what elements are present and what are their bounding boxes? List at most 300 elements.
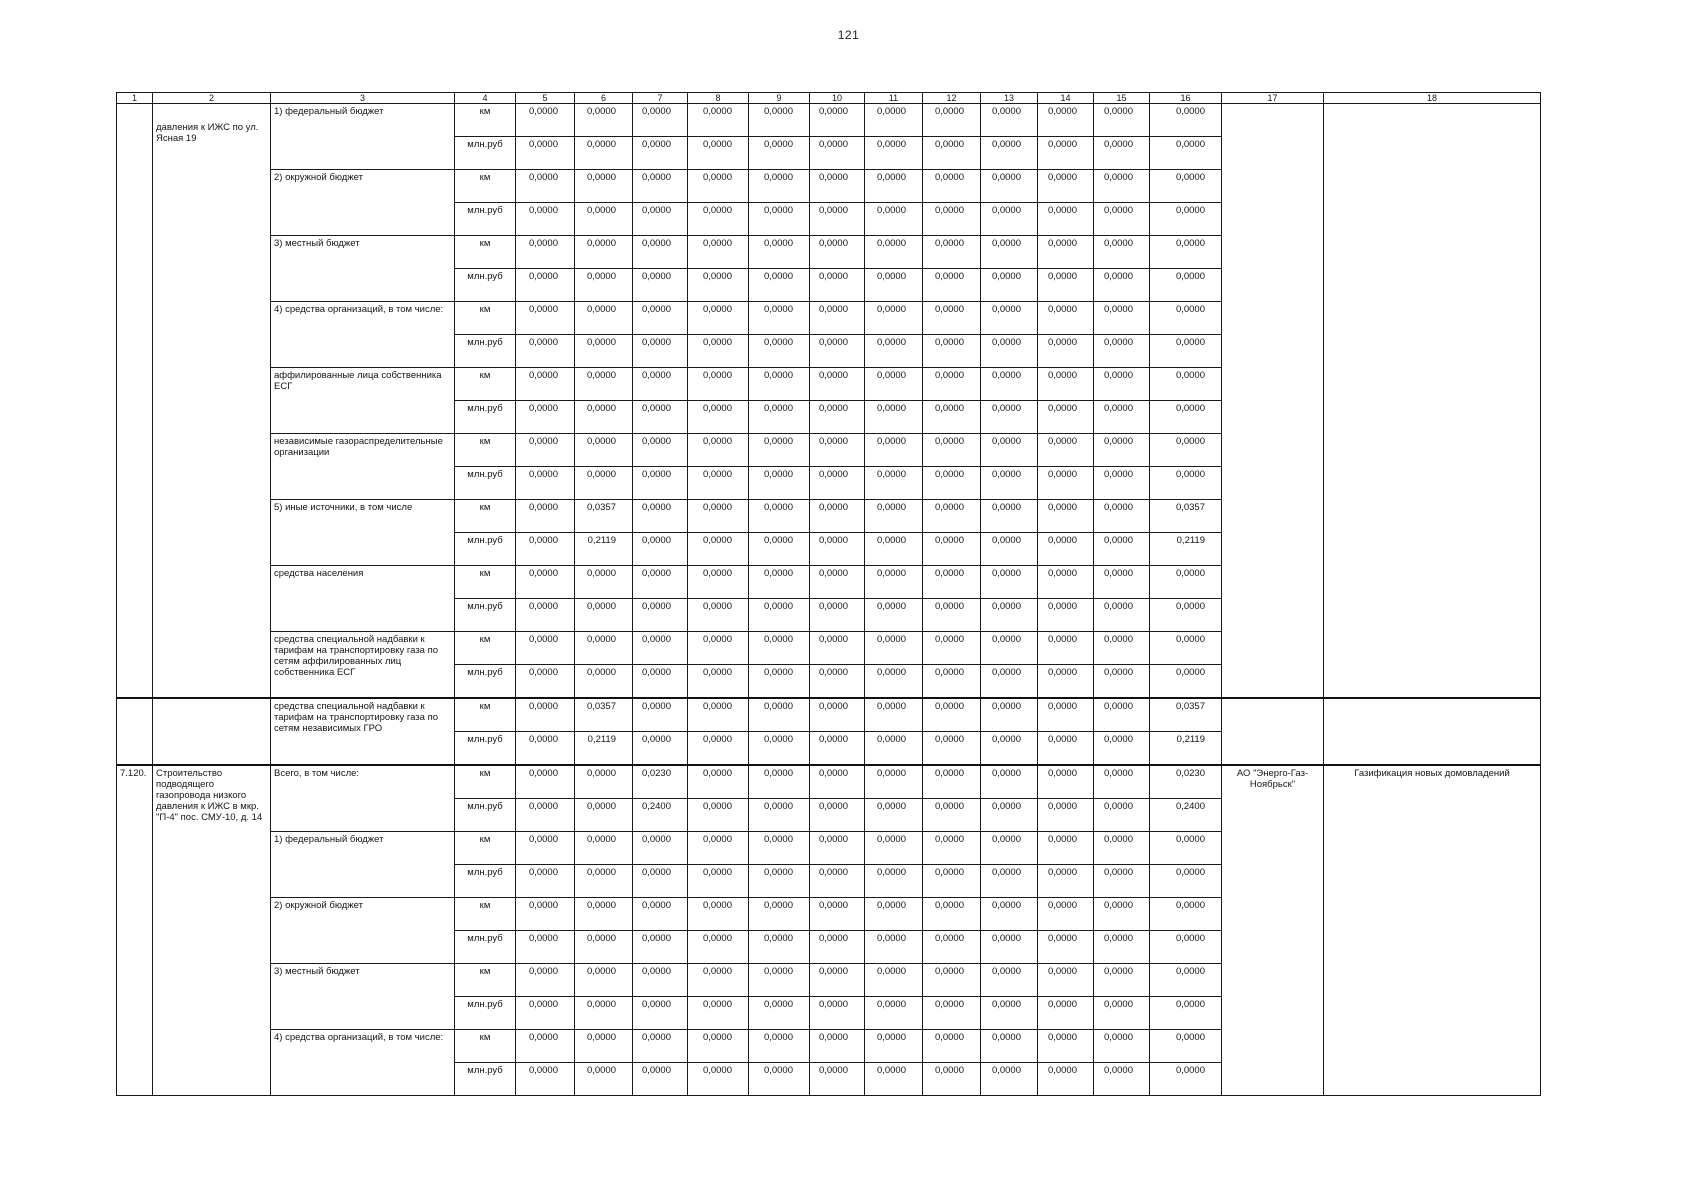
value-cell: 0,0000 xyxy=(981,104,1038,137)
item-name-cell: давления к ИЖС по ул. Ясная 19 xyxy=(153,104,271,699)
unit-cell: млн.руб xyxy=(455,137,516,170)
value-cell: 0,0000 xyxy=(516,203,575,236)
value-cell: 0,0000 xyxy=(688,898,749,931)
unit-cell: млн.руб xyxy=(455,1063,516,1096)
value-cell: 0,0000 xyxy=(1094,170,1150,203)
value-cell: 0,0000 xyxy=(516,401,575,434)
value-cell: 0,0000 xyxy=(981,203,1038,236)
value-cell: 0,0000 xyxy=(1150,269,1222,302)
value-cell: 0,0000 xyxy=(516,698,575,732)
value-cell: 0,0000 xyxy=(688,931,749,964)
value-cell: 0,0000 xyxy=(981,1030,1038,1063)
value-cell: 0,0000 xyxy=(1094,931,1150,964)
value-cell: 0,0000 xyxy=(575,566,633,599)
value-cell: 0,0000 xyxy=(923,799,981,832)
page-number: 121 xyxy=(837,28,860,42)
unit-cell: км xyxy=(455,832,516,865)
funding-source-cell: 5) иные источники, в том числе xyxy=(271,500,455,566)
item-number-cell xyxy=(117,698,153,765)
value-cell: 0,0000 xyxy=(981,997,1038,1030)
value-cell: 0,0000 xyxy=(1150,832,1222,865)
unit-cell: км xyxy=(455,1030,516,1063)
value-cell: 0,0000 xyxy=(575,1030,633,1063)
value-cell: 0,0000 xyxy=(516,302,575,335)
value-cell: 0,0000 xyxy=(1038,335,1094,368)
value-cell: 0,0000 xyxy=(633,368,688,401)
value-cell: 0,0000 xyxy=(688,533,749,566)
value-cell: 0,0000 xyxy=(1150,236,1222,269)
funding-source-cell: аффилированные лица собственника ЕСГ xyxy=(271,368,455,434)
value-cell: 0,0000 xyxy=(749,997,810,1030)
value-cell: 0,0000 xyxy=(1094,137,1150,170)
value-cell: 0,0000 xyxy=(981,500,1038,533)
operator-cell xyxy=(1222,698,1324,765)
column-number-header: 5 xyxy=(516,93,575,104)
value-cell: 0,0000 xyxy=(810,898,865,931)
unit-cell: км xyxy=(455,698,516,732)
value-cell: 0,0000 xyxy=(981,931,1038,964)
unit-cell: км xyxy=(455,964,516,997)
value-cell: 0,0000 xyxy=(1150,335,1222,368)
value-cell: 0,0000 xyxy=(1094,865,1150,898)
value-cell: 0,0000 xyxy=(981,964,1038,997)
value-cell: 0,0000 xyxy=(633,500,688,533)
unit-cell: млн.руб xyxy=(455,997,516,1030)
value-cell: 0,0000 xyxy=(981,335,1038,368)
value-cell: 0,0000 xyxy=(1094,368,1150,401)
value-cell: 0,0000 xyxy=(923,401,981,434)
value-cell: 0,0000 xyxy=(923,832,981,865)
value-cell: 0,0000 xyxy=(749,434,810,467)
value-cell: 0,0000 xyxy=(575,931,633,964)
value-cell: 0,0357 xyxy=(575,500,633,533)
funding-source-cell: независимые газораспределительные организации xyxy=(271,434,455,500)
value-cell: 0,0000 xyxy=(865,765,923,799)
value-cell: 0,0000 xyxy=(688,865,749,898)
value-cell: 0,0000 xyxy=(923,599,981,632)
value-cell: 0,0000 xyxy=(1150,368,1222,401)
value-cell: 0,0000 xyxy=(516,368,575,401)
value-cell: 0,0000 xyxy=(688,269,749,302)
value-cell: 0,0000 xyxy=(865,865,923,898)
value-cell: 0,0000 xyxy=(516,137,575,170)
unit-cell: млн.руб xyxy=(455,533,516,566)
value-cell: 0,0000 xyxy=(575,104,633,137)
value-cell: 0,0000 xyxy=(810,368,865,401)
value-cell: 0,0000 xyxy=(633,203,688,236)
value-cell: 0,0000 xyxy=(923,335,981,368)
value-cell: 0,0000 xyxy=(1094,997,1150,1030)
value-cell: 0,0000 xyxy=(810,500,865,533)
value-cell: 0,0000 xyxy=(810,1030,865,1063)
unit-cell: км xyxy=(455,368,516,401)
value-cell: 0,0000 xyxy=(633,335,688,368)
value-cell: 0,2400 xyxy=(1150,799,1222,832)
value-cell: 0,0000 xyxy=(923,566,981,599)
column-number-row xyxy=(117,93,1541,104)
value-cell: 0,0000 xyxy=(633,865,688,898)
unit-cell: млн.руб xyxy=(455,401,516,434)
value-cell: 0,0230 xyxy=(1150,765,1222,799)
value-cell: 0,0000 xyxy=(1150,599,1222,632)
value-cell: 0,0000 xyxy=(865,632,923,665)
value-cell: 0,0000 xyxy=(810,765,865,799)
value-cell: 0,0000 xyxy=(516,832,575,865)
value-cell: 0,0000 xyxy=(1150,665,1222,699)
value-cell: 0,0000 xyxy=(688,467,749,500)
value-cell: 0,0000 xyxy=(923,500,981,533)
value-cell: 0,0000 xyxy=(633,1030,688,1063)
value-cell: 0,0000 xyxy=(575,434,633,467)
value-cell: 0,0000 xyxy=(688,236,749,269)
value-cell: 0,0000 xyxy=(981,832,1038,865)
value-cell: 0,0000 xyxy=(1038,997,1094,1030)
unit-cell: км xyxy=(455,104,516,137)
column-number-header: 11 xyxy=(865,93,923,104)
funding-source-cell: Всего, в том числе: xyxy=(271,765,455,832)
value-cell: 0,0000 xyxy=(1038,765,1094,799)
value-cell: 0,0000 xyxy=(749,269,810,302)
value-cell: 0,0000 xyxy=(865,566,923,599)
value-cell: 0,0000 xyxy=(981,170,1038,203)
value-cell: 0,0000 xyxy=(865,931,923,964)
value-cell: 0,0000 xyxy=(688,632,749,665)
value-cell: 0,0000 xyxy=(810,964,865,997)
value-cell: 0,0000 xyxy=(1150,566,1222,599)
value-cell: 0,0000 xyxy=(810,236,865,269)
value-cell: 0,0000 xyxy=(749,898,810,931)
unit-cell: млн.руб xyxy=(455,865,516,898)
value-cell: 0,0000 xyxy=(865,665,923,699)
value-cell: 0,0000 xyxy=(516,500,575,533)
operator-cell xyxy=(1222,104,1324,699)
column-number-header: 12 xyxy=(923,93,981,104)
value-cell: 0,0000 xyxy=(575,865,633,898)
value-cell: 0,0000 xyxy=(923,732,981,766)
value-cell: 0,0000 xyxy=(633,698,688,732)
value-cell: 0,0000 xyxy=(865,104,923,137)
value-cell: 0,0000 xyxy=(981,467,1038,500)
value-cell: 0,0000 xyxy=(923,467,981,500)
value-cell: 0,0000 xyxy=(749,698,810,732)
value-cell: 0,0000 xyxy=(633,1063,688,1096)
value-cell: 0,0000 xyxy=(516,898,575,931)
value-cell: 0,0000 xyxy=(749,931,810,964)
value-cell: 0,0000 xyxy=(865,137,923,170)
column-number-header: 9 xyxy=(749,93,810,104)
value-cell: 0,0000 xyxy=(810,533,865,566)
value-cell: 0,0000 xyxy=(575,236,633,269)
value-cell: 0,0000 xyxy=(633,302,688,335)
value-cell: 0,0000 xyxy=(981,434,1038,467)
value-cell: 0,0000 xyxy=(516,632,575,665)
value-cell: 0,0000 xyxy=(749,964,810,997)
unit-cell: млн.руб xyxy=(455,335,516,368)
value-cell: 0,0000 xyxy=(810,302,865,335)
value-cell: 0,0000 xyxy=(516,931,575,964)
value-cell: 0,0000 xyxy=(923,269,981,302)
value-cell: 0,0000 xyxy=(865,533,923,566)
value-cell: 0,0000 xyxy=(810,170,865,203)
investment-program-table xyxy=(116,92,1541,1096)
value-cell: 0,0000 xyxy=(981,599,1038,632)
value-cell: 0,0000 xyxy=(865,1063,923,1096)
value-cell: 0,0000 xyxy=(865,269,923,302)
value-cell: 0,0000 xyxy=(865,964,923,997)
value-cell: 0,0000 xyxy=(575,765,633,799)
value-cell: 0,0000 xyxy=(688,765,749,799)
column-number-header: 10 xyxy=(810,93,865,104)
value-cell: 0,0000 xyxy=(981,269,1038,302)
value-cell: 0,0000 xyxy=(749,865,810,898)
value-cell: 0,0000 xyxy=(810,799,865,832)
value-cell: 0,0000 xyxy=(688,997,749,1030)
value-cell: 0,0000 xyxy=(749,203,810,236)
value-cell: 0,0000 xyxy=(575,665,633,699)
value-cell: 0,0000 xyxy=(1038,368,1094,401)
value-cell: 0,0000 xyxy=(749,467,810,500)
value-cell: 0,0000 xyxy=(633,137,688,170)
value-cell: 0,0000 xyxy=(810,665,865,699)
value-cell: 0,0000 xyxy=(865,500,923,533)
value-cell: 0,0000 xyxy=(633,236,688,269)
value-cell: 0,0000 xyxy=(1038,269,1094,302)
table-row xyxy=(117,104,1541,137)
value-cell: 0,0000 xyxy=(575,599,633,632)
column-number-header: 7 xyxy=(633,93,688,104)
value-cell: 0,0000 xyxy=(575,997,633,1030)
value-cell: 0,0000 xyxy=(1038,137,1094,170)
value-cell: 0,0000 xyxy=(749,632,810,665)
value-cell: 0,0000 xyxy=(923,765,981,799)
funding-source-cell: 1) федеральный бюджет xyxy=(271,104,455,170)
value-cell: 0,0000 xyxy=(1094,533,1150,566)
value-cell: 0,0000 xyxy=(688,566,749,599)
value-cell: 0,0000 xyxy=(1038,434,1094,467)
value-cell: 0,0000 xyxy=(688,964,749,997)
value-cell: 0,0000 xyxy=(575,964,633,997)
column-number-header: 6 xyxy=(575,93,633,104)
value-cell: 0,0000 xyxy=(516,533,575,566)
value-cell: 0,0000 xyxy=(981,401,1038,434)
value-cell: 0,0000 xyxy=(516,665,575,699)
unit-cell: км xyxy=(455,170,516,203)
value-cell: 0,0357 xyxy=(575,698,633,732)
value-cell: 0,0000 xyxy=(1038,170,1094,203)
value-cell: 0,0000 xyxy=(1094,401,1150,434)
value-cell: 0,0000 xyxy=(1038,203,1094,236)
value-cell: 0,0000 xyxy=(1038,500,1094,533)
value-cell: 0,0000 xyxy=(516,170,575,203)
value-cell: 0,0000 xyxy=(688,368,749,401)
value-cell: 0,0000 xyxy=(516,765,575,799)
column-number-header: 15 xyxy=(1094,93,1150,104)
unit-cell: км xyxy=(455,632,516,665)
value-cell: 0,0000 xyxy=(749,832,810,865)
value-cell: 0,0000 xyxy=(516,104,575,137)
value-cell: 0,0000 xyxy=(865,799,923,832)
value-cell: 0,0000 xyxy=(810,931,865,964)
value-cell: 0,0000 xyxy=(981,368,1038,401)
value-cell: 0,0000 xyxy=(865,368,923,401)
value-cell: 0,0000 xyxy=(810,335,865,368)
value-cell: 0,0000 xyxy=(810,467,865,500)
value-cell: 0,0000 xyxy=(1150,964,1222,997)
value-cell: 0,0000 xyxy=(688,302,749,335)
value-cell: 0,0000 xyxy=(1038,401,1094,434)
value-cell: 0,0000 xyxy=(749,799,810,832)
value-cell: 0,0000 xyxy=(865,599,923,632)
item-name-cell xyxy=(153,698,271,765)
value-cell: 0,0000 xyxy=(575,302,633,335)
value-cell: 0,0000 xyxy=(923,1030,981,1063)
value-cell: 0,0000 xyxy=(1094,799,1150,832)
unit-cell: млн.руб xyxy=(455,599,516,632)
value-cell: 0,0000 xyxy=(810,566,865,599)
value-cell: 0,0000 xyxy=(810,401,865,434)
value-cell: 0,0000 xyxy=(516,236,575,269)
value-cell: 0,0000 xyxy=(865,401,923,434)
unit-cell: км xyxy=(455,765,516,799)
unit-cell: млн.руб xyxy=(455,732,516,766)
value-cell: 0,0000 xyxy=(1038,665,1094,699)
value-cell: 0,2119 xyxy=(1150,533,1222,566)
value-cell: 0,0000 xyxy=(981,732,1038,766)
value-cell: 0,0000 xyxy=(1038,964,1094,997)
unit-cell: км xyxy=(455,898,516,931)
value-cell: 0,0000 xyxy=(749,302,810,335)
value-cell: 0,0000 xyxy=(633,732,688,766)
unit-cell: км xyxy=(455,302,516,335)
value-cell: 0,0000 xyxy=(633,269,688,302)
value-cell: 0,0000 xyxy=(575,335,633,368)
value-cell: 0,0000 xyxy=(575,368,633,401)
value-cell: 0,0000 xyxy=(1038,467,1094,500)
value-cell: 0,0000 xyxy=(1094,104,1150,137)
value-cell: 0,0000 xyxy=(1094,1030,1150,1063)
value-cell: 0,0000 xyxy=(981,566,1038,599)
value-cell: 0,0000 xyxy=(516,964,575,997)
value-cell: 0,0000 xyxy=(923,137,981,170)
value-cell: 0,0000 xyxy=(810,732,865,766)
value-cell: 0,0000 xyxy=(688,832,749,865)
value-cell: 0,0000 xyxy=(981,665,1038,699)
value-cell: 0,0000 xyxy=(923,698,981,732)
value-cell: 0,0000 xyxy=(1038,1030,1094,1063)
value-cell: 0,0000 xyxy=(1094,236,1150,269)
value-cell: 0,0000 xyxy=(1150,467,1222,500)
funding-source-cell: 3) местный бюджет xyxy=(271,964,455,1030)
column-number-header: 16 xyxy=(1150,93,1222,104)
value-cell: 0,0000 xyxy=(1150,434,1222,467)
value-cell: 0,0000 xyxy=(810,865,865,898)
value-cell: 0,0000 xyxy=(688,799,749,832)
item-name-cell: Строительство подводящего газопровода низкого давления к ИЖС в мкр. "П-4" пос. СМУ-10, д. 14 xyxy=(153,765,271,1096)
value-cell: 0,0000 xyxy=(981,632,1038,665)
value-cell: 0,0000 xyxy=(810,137,865,170)
value-cell: 0,0357 xyxy=(1150,698,1222,732)
value-cell: 0,0000 xyxy=(923,865,981,898)
value-cell: 0,0000 xyxy=(516,599,575,632)
value-cell: 0,0000 xyxy=(923,434,981,467)
value-cell: 0,0000 xyxy=(981,137,1038,170)
column-number-header: 8 xyxy=(688,93,749,104)
value-cell: 0,0000 xyxy=(688,1063,749,1096)
unit-cell: млн.руб xyxy=(455,269,516,302)
value-cell: 0,0000 xyxy=(516,865,575,898)
value-cell: 0,0000 xyxy=(865,302,923,335)
value-cell: 0,0000 xyxy=(688,732,749,766)
purpose-cell xyxy=(1324,698,1541,765)
value-cell: 0,0357 xyxy=(1150,500,1222,533)
value-cell: 0,0000 xyxy=(1038,104,1094,137)
purpose-cell: Газификация новых домовладений xyxy=(1324,765,1541,1096)
value-cell: 0,0000 xyxy=(749,566,810,599)
funding-source-cell: 3) местный бюджет xyxy=(271,236,455,302)
value-cell: 0,0000 xyxy=(749,335,810,368)
value-cell: 0,0000 xyxy=(749,665,810,699)
value-cell: 0,0000 xyxy=(1094,467,1150,500)
value-cell: 0,2119 xyxy=(575,732,633,766)
value-cell: 0,0000 xyxy=(1150,401,1222,434)
value-cell: 0,0000 xyxy=(633,599,688,632)
value-cell: 0,0000 xyxy=(688,500,749,533)
value-cell: 0,0000 xyxy=(923,665,981,699)
unit-cell: км xyxy=(455,236,516,269)
purpose-cell xyxy=(1324,104,1541,699)
table-row xyxy=(117,765,1541,799)
value-cell: 0,0000 xyxy=(633,997,688,1030)
value-cell: 0,0000 xyxy=(1038,832,1094,865)
value-cell: 0,0000 xyxy=(575,401,633,434)
value-cell: 0,0000 xyxy=(1038,931,1094,964)
value-cell: 0,0000 xyxy=(516,434,575,467)
value-cell: 0,0000 xyxy=(1038,865,1094,898)
value-cell: 0,0000 xyxy=(633,665,688,699)
value-cell: 0,0000 xyxy=(749,732,810,766)
value-cell: 0,0000 xyxy=(749,137,810,170)
value-cell: 0,0000 xyxy=(688,434,749,467)
value-cell: 0,0000 xyxy=(516,467,575,500)
value-cell: 0,0000 xyxy=(749,1063,810,1096)
value-cell: 0,0000 xyxy=(688,170,749,203)
unit-cell: км xyxy=(455,500,516,533)
value-cell: 0,0000 xyxy=(923,931,981,964)
value-cell: 0,0000 xyxy=(1038,1063,1094,1096)
value-cell: 0,0000 xyxy=(575,632,633,665)
value-cell: 0,0000 xyxy=(633,104,688,137)
value-cell: 0,0000 xyxy=(865,832,923,865)
item-number-cell: 7.120. xyxy=(117,765,153,1096)
value-cell: 0,0000 xyxy=(688,1030,749,1063)
value-cell: 0,0000 xyxy=(1094,434,1150,467)
value-cell: 0,0000 xyxy=(749,765,810,799)
value-cell: 0,0000 xyxy=(575,203,633,236)
value-cell: 0,0000 xyxy=(865,467,923,500)
item-number-cell xyxy=(117,104,153,699)
value-cell: 0,2400 xyxy=(633,799,688,832)
value-cell: 0,0000 xyxy=(688,665,749,699)
value-cell: 0,0000 xyxy=(1094,665,1150,699)
value-cell: 0,0000 xyxy=(923,170,981,203)
funding-source-cell: 2) окружной бюджет xyxy=(271,898,455,964)
funding-source-cell: 4) средства организаций, в том числе: xyxy=(271,1030,455,1096)
value-cell: 0,0000 xyxy=(865,732,923,766)
value-cell: 0,0000 xyxy=(688,203,749,236)
value-cell: 0,0000 xyxy=(516,732,575,766)
value-cell: 0,0000 xyxy=(1150,1063,1222,1096)
value-cell: 0,0000 xyxy=(1094,1063,1150,1096)
